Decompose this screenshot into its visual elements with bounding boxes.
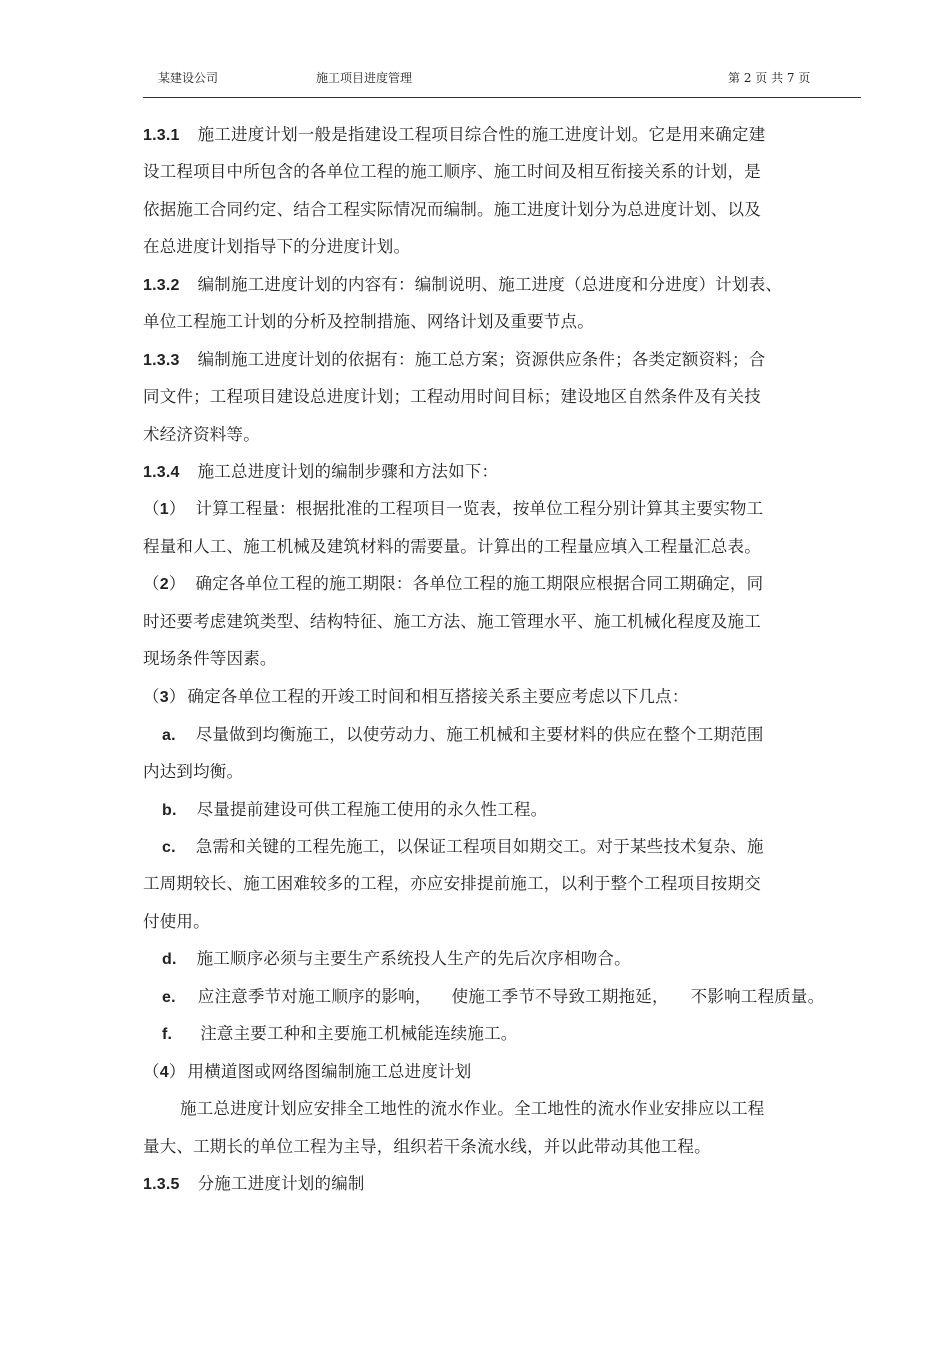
item-a-line-2: 内达到均衡。 [143, 762, 244, 781]
item-text: 急需和关键的工程先施工，以保证工程项目如期交工。对于某些技术复杂、施 [195, 837, 764, 856]
step-2-line-1 [143, 573, 763, 596]
item-d-line-1 [162, 948, 631, 971]
section-1-3-2-line-2: 单位工程施工计划的分析及控制措施、网络计划及重要节点。 [143, 312, 594, 331]
item-label: d. [162, 951, 177, 968]
item-c-line-3: 付使用。 [143, 912, 210, 931]
item-text: 施工顺序必须与主要生产系统投人生产的先后次序相吻合。 [196, 949, 631, 968]
section-number: 1.3.2 [143, 277, 180, 294]
section-text: 编制施工进度计划的依据有：施工总方案；资源供应条件；各类定额资料；合 [197, 350, 766, 369]
item-c-line-2: 工周期较长、施工困难较多的工程，亦应安排提前施工，以利于整个工程项目按期交 [143, 874, 761, 893]
step-1-line-1 [143, 498, 763, 521]
section-1-3-3-line-3: 术经济资料等。 [143, 425, 260, 444]
section-text: 分施工进度计划的编制 [197, 1174, 365, 1193]
item-text: 不影响工程质量。 [690, 987, 825, 1006]
section-1-3-2-line-1 [143, 274, 782, 297]
paren-close: ） [168, 499, 186, 518]
section-1-3-5-line-1 [143, 1173, 365, 1196]
step-text: 计算工程量：根据批准的工程项目一览表，按单位工程分别计算其主要实物工 [195, 499, 764, 518]
header-doc-title: 施工项目进度管理 [316, 71, 413, 85]
step-text: 确定各单位工程的开竣工时间和相互搭接关系主要应考虑以下几点： [187, 687, 689, 706]
step-number: 3 [159, 689, 169, 706]
paren-close: ） [168, 687, 186, 706]
section-1-3-1-line-3: 依据施工合同约定、结合工程实际情况而编制。施工进度计划分为总进度计划、以及 [143, 200, 761, 219]
section-text: 编制施工进度计划的内容有：编制说明、施工进度（总进度和分进度）计划表、 [197, 275, 783, 294]
header-page-info: 第 2 页 共 7 页 [728, 71, 811, 85]
step-2-line-3: 现场条件等因素。 [143, 649, 277, 668]
item-text: 注意主要工种和主要施工机械能连续施工。 [200, 1024, 518, 1043]
step-number: 2 [159, 576, 169, 593]
section-text: 施工进度计划一般是指建设工程项目综合性的施工进度计划。它是用来确定建 [197, 125, 766, 144]
step-text: 确定各单位工程的施工期限：各单位工程的施工期限应根据合同工期确定，同 [195, 574, 764, 593]
step-4-line-1 [143, 1061, 471, 1084]
paren-open: （ [143, 574, 160, 593]
item-b-line-1 [162, 799, 547, 822]
item-a-line-1 [162, 724, 764, 747]
section-text: 施工总进度计划的编制步骤和方法如下： [197, 462, 499, 481]
item-label: c. [162, 839, 176, 856]
section-number: 1.3.3 [143, 352, 180, 369]
item-label: f. [162, 1026, 173, 1043]
paren-open: （ [143, 1062, 160, 1081]
item-text: 尽量提前建设可供工程施工使用的永久性工程。 [196, 800, 548, 819]
section-1-3-1-line-1 [143, 124, 765, 147]
section-1-3-1-line-4: 在总进度计划指导下的分进度计划。 [143, 237, 411, 256]
step-3-line-1 [143, 686, 689, 709]
step-number: 1 [159, 501, 169, 518]
item-text: 应注意季节对施工顺序的影响， [197, 987, 432, 1006]
section-number: 1.3.5 [143, 1176, 180, 1193]
paren-open: （ [143, 687, 160, 706]
item-text: 使施工季节不导致工期拖延， [451, 987, 669, 1006]
item-e-line-1 [162, 986, 824, 1009]
step-1-line-2: 程量和人工、施工机械及建筑材料的需要量。计算出的工程量应填入工程量汇总表。 [143, 537, 761, 556]
item-label: b. [162, 802, 177, 819]
paren-open: （ [143, 499, 160, 518]
step-text: 用横道图或网络图编制施工总进度计划 [187, 1062, 472, 1081]
item-c-line-1 [162, 836, 764, 859]
header-company: 某建设公司 [158, 71, 219, 85]
section-1-3-3-line-1 [143, 349, 765, 372]
paragraph-line-2: 量大、工期长的单位工程为主导，组织若干条流水线，并以此带动其他工程。 [143, 1137, 711, 1156]
paren-close: ） [168, 1062, 186, 1081]
section-1-3-4-line-1 [143, 461, 498, 484]
section-number: 1.3.1 [143, 127, 180, 144]
item-label: e. [162, 989, 176, 1006]
paragraph-line-1: 施工总进度计划应安排全工地性的流水作业。全工地性的流水作业安排应以工程 [180, 1099, 765, 1118]
item-f-line-1 [162, 1023, 518, 1046]
item-label: a. [162, 727, 176, 744]
section-number: 1.3.4 [143, 464, 180, 481]
step-2-line-2: 时还要考虑建筑类型、结构特征、施工方法、施工管理水平、施工机械化程度及施工 [143, 612, 761, 631]
section-1-3-1-line-2: 设工程项目中所包含的各单位工程的施工顺序、施工时间及相互衔接关系的计划，是 [143, 162, 761, 181]
header-divider [143, 97, 861, 98]
paren-close: ） [168, 574, 186, 593]
step-number: 4 [159, 1064, 169, 1081]
item-text: 尽量做到均衡施工，以使劳动力、施工机械和主要材料的供应在整个工期范围 [195, 725, 764, 744]
section-1-3-3-line-2: 同文件；工程项目建设总进度计划；工程动用时间目标；建设地区自然条件及有关技 [143, 387, 761, 406]
